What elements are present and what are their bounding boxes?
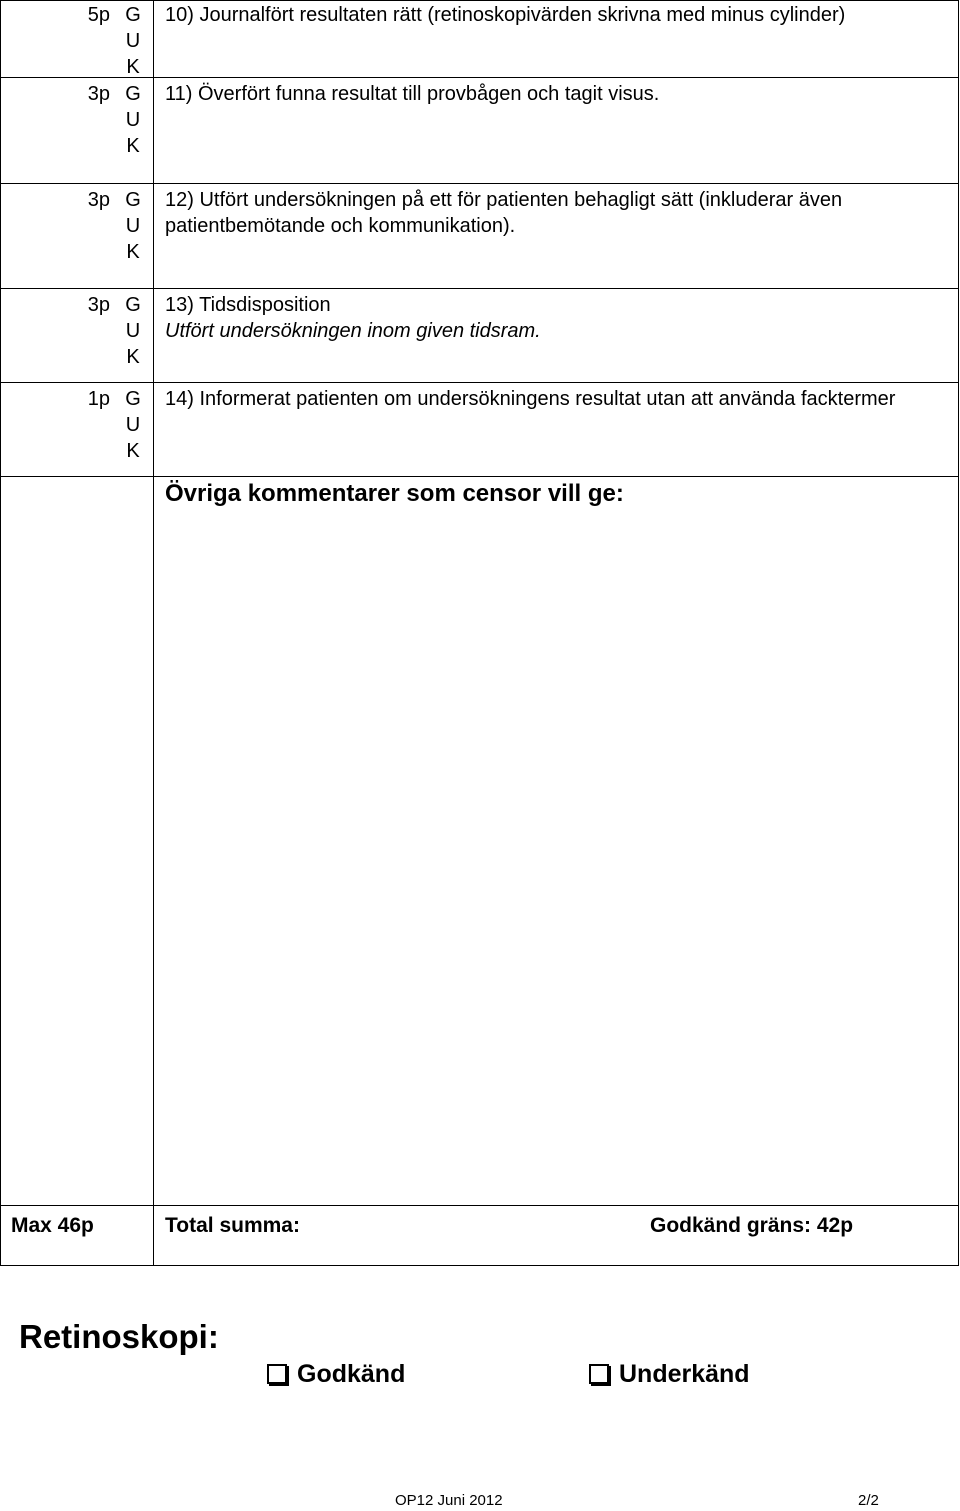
row-divider	[0, 288, 959, 289]
criterion-text	[165, 2, 945, 28]
godkand-option[interactable]	[267, 1358, 405, 1390]
grade-g: G	[125, 189, 141, 211]
criterion-label: 10) Journalfört resultaten rätt (retinoskopivärden skrivna med minus cylinder)	[165, 4, 846, 26]
grade-options	[118, 292, 148, 370]
grade-g: G	[125, 294, 141, 316]
grade-u: U	[125, 320, 141, 342]
grade-u: U	[125, 30, 141, 52]
grade-g: G	[125, 83, 141, 105]
grade-k: K	[126, 56, 140, 78]
total-sum-field[interactable]	[320, 1210, 640, 1242]
grade-u: U	[125, 215, 141, 237]
criterion-label: 12) Utfört undersökningen på ett för patienten behagligt sätt (inkluderar även patientbemötande och kommunikation).	[165, 189, 843, 237]
grade-k: K	[126, 346, 140, 368]
underkand-label: Underkänd	[619, 1360, 750, 1388]
grade-u: U	[125, 414, 141, 436]
row-points: 3p	[87, 294, 110, 316]
row-points: 3p	[87, 189, 110, 211]
grade-k: K	[126, 241, 140, 263]
grade-options	[118, 81, 148, 159]
grade-options	[118, 2, 148, 80]
row-divider	[0, 382, 959, 383]
comments-heading: Övriga kommentarer som censor vill ge:	[165, 480, 624, 507]
row-points: 1p	[87, 388, 110, 410]
criterion-text	[165, 292, 945, 344]
row-divider	[0, 1205, 959, 1206]
criterion-subtext: Utfört undersökningen inom given tidsram.	[165, 320, 541, 342]
grade-u: U	[125, 109, 141, 131]
checkbox-icon[interactable]	[589, 1364, 609, 1384]
criterion-text	[165, 386, 945, 412]
page-number: 2/2	[858, 1492, 879, 1509]
criterion-label: 14) Informerat patienten om undersökningens resultat utan att använda facktermer	[165, 388, 896, 410]
comments-area[interactable]	[160, 515, 950, 1195]
grade-k: K	[126, 135, 140, 157]
pass-limit: Godkänd gräns: 42p	[650, 1214, 854, 1237]
grade-g: G	[125, 4, 141, 26]
column-divider	[153, 0, 154, 1266]
checkbox-icon[interactable]	[267, 1364, 287, 1384]
document-id: OP12 Juni 2012	[395, 1492, 503, 1509]
retinoskopi-title: Retinoskopi:	[19, 1318, 219, 1355]
grade-g: G	[125, 388, 141, 410]
max-points: Max 46p	[11, 1214, 94, 1237]
row-divider	[0, 183, 959, 184]
criterion-label: 11) Överfört funna resultat till provbågen och tagit visus.	[165, 83, 660, 105]
row-points: 5p	[87, 4, 110, 26]
total-sum-label: Total summa:	[165, 1214, 300, 1237]
criterion-text	[165, 81, 945, 107]
godkand-label: Godkänd	[297, 1360, 406, 1388]
underkand-option[interactable]	[589, 1358, 750, 1390]
grade-options	[118, 386, 148, 464]
row-points: 3p	[87, 83, 110, 105]
row-divider	[0, 476, 959, 477]
grade-options	[118, 187, 148, 265]
criterion-text	[165, 187, 945, 239]
criterion-label: 13) Tidsdisposition	[165, 294, 331, 316]
grade-k: K	[126, 440, 140, 462]
